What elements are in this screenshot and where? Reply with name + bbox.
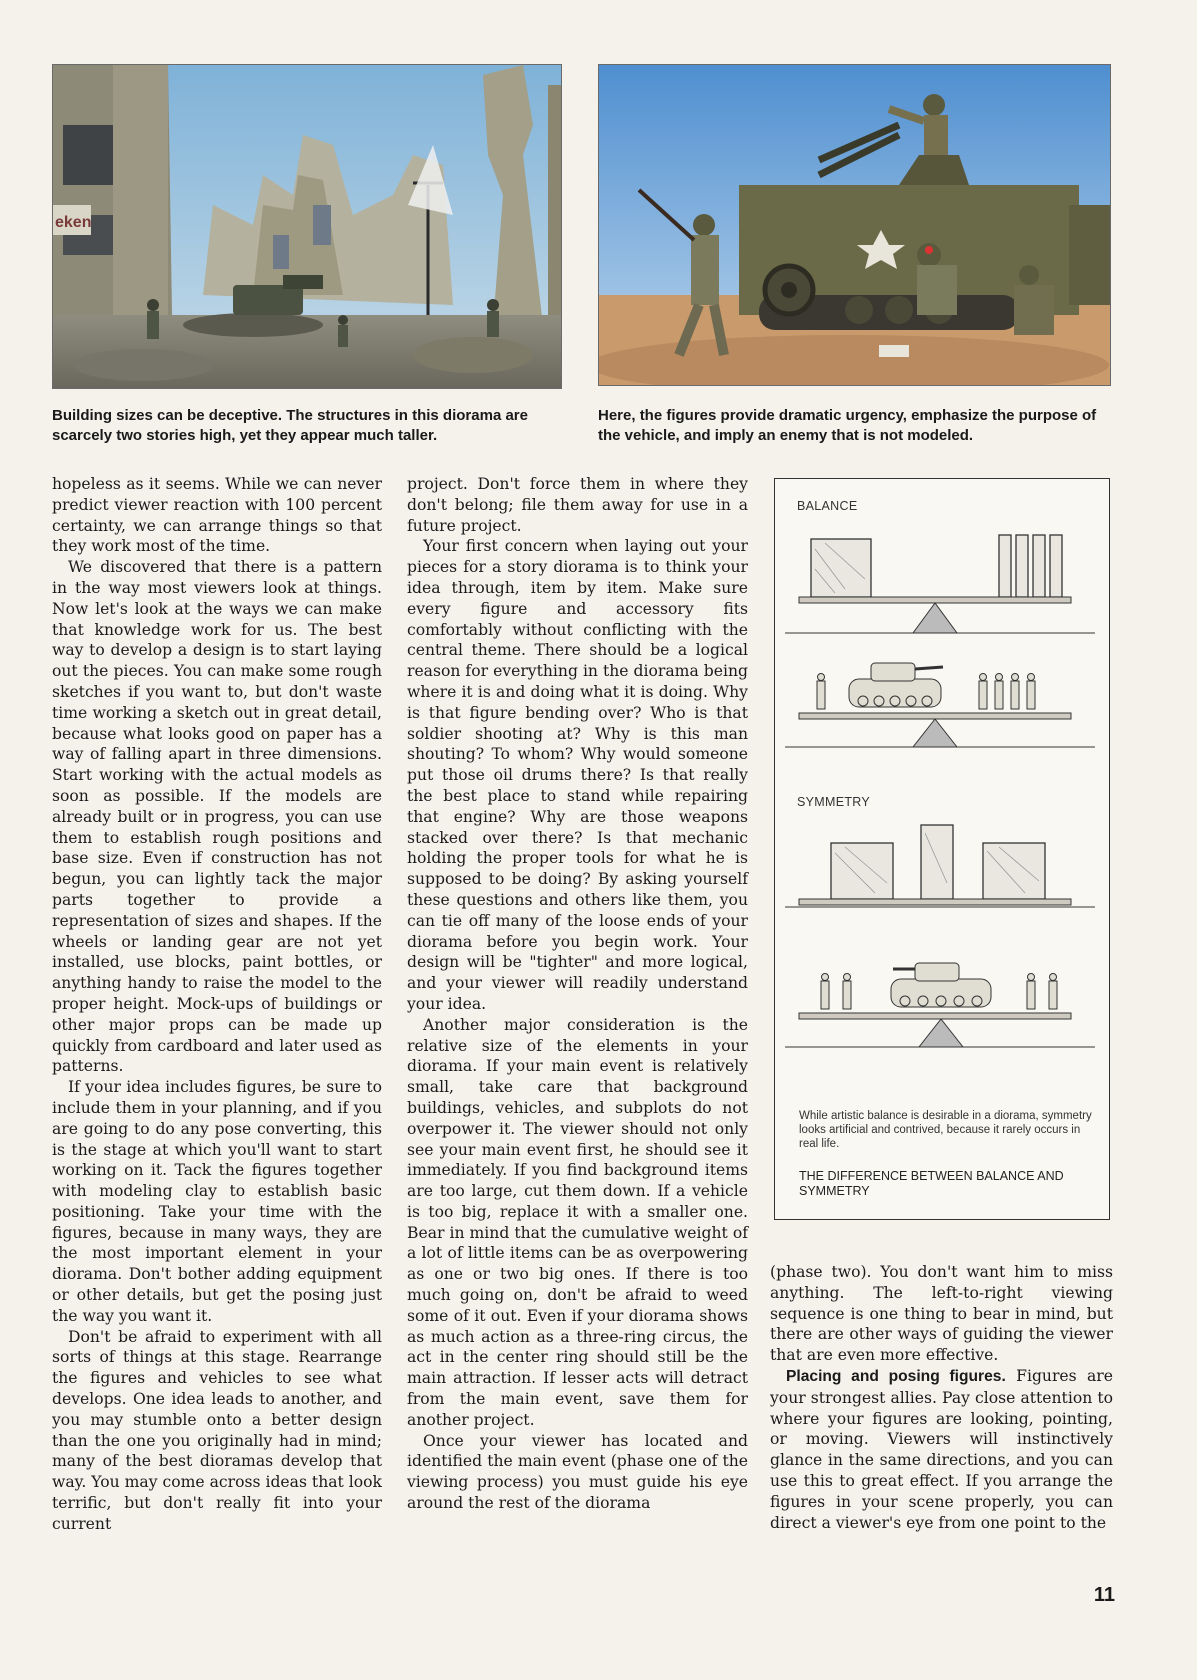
paragraph: hopeless as it seems. While we can never predict viewer reaction with 100 percent certainty, we can arrange things so that they work most of the time. — [52, 475, 382, 556]
paragraph: Your first concern when laying out your pieces for a story diorama is to think your idea through, item by item. Make sure every figure and accessory fits comfortably without conflicting with the central theme. There should be a logical reason for everything in the diorama being where it is and doing what it is doing. Why is that figure bending over? Who is that soldier shooting at? Why is this man shouting? To whom? Why would someone put those oil drums there? Is that really the best place to stand while repairing that engine? Why are those weapons stacked over there? Is that mechanic holding the proper tools for what he is supposed to be doing? By asking yourself these questions and others like them, you can tie off many of the loose ends of your diorama before you begin work. Your design will be "tighter" and more logical, and your viewer will readily understand your idea. — [407, 537, 748, 1013]
symmetry-label: SYMMETRY — [797, 795, 871, 809]
paragraph: Don't be afraid to experiment with all sorts of things at this stage. Rearrange the figures and vehicles to see what develops. One idea leads to another, and you may stumble onto a better design than the one you originally had in mind; many of the best dioramas develop that way. You may come across ideas that look terrific, but don't really fit into your current — [52, 1327, 382, 1533]
balance-symmetry-illustration — [774, 478, 1110, 1220]
balance-blocks-diagram — [775, 529, 1109, 639]
symmetry-tank-diagram — [775, 949, 1109, 1059]
balance-tank-diagram — [775, 649, 1109, 759]
paragraph-body: Figures are your strongest allies. Pay close attention to where your figures are looking, pointing, or moving. Viewers will instinctively glance in the same directions, and you can use this to great effect. If you arrange the figures in your scene properly, you can direct a viewer's eye from one point to the — [770, 1366, 1113, 1532]
paragraph: If your idea includes figures, be sure to include them in your planning, and if you are going to do any pose converting, this is the stage at which you'll want to start working on it. Tack the figures together with modeling clay to establish basic positioning. Take your time with the figures, because in many ways, they are the most important element in your diorama. Don't bother adding equipment or other details, but get the posing just the way you want it. — [52, 1078, 382, 1325]
balance-label: BALANCE — [797, 499, 858, 513]
page-number: 11 — [1093, 1584, 1115, 1606]
paragraph: Once your viewer has located and identified the main event (phase one of the viewing process) you must guide his eye around the rest of the diorama — [407, 1431, 748, 1513]
paragraph — [770, 1366, 1113, 1533]
paragraph: Another major consideration is the relative size of the elements in your diorama. If your main event is relatively small, take care that background buildings, vehicles, and subplots do not overpower it. The viewer should not only see your main event first, he should see it immediately. If you find background items are too large, cut them down. If a vehicle is too big, replace it with a smaller one. Bear in mind that the cumulative weight of a lot of little items can be as overpowering as one or two big ones. If there is too much going on, don't be afraid to weed some of it out. Even if your diorama shows as much action as a three-ring circus, the act in the center ring should still be the main attraction. If lesser acts will detract from the main event, save them for another project. — [407, 1015, 748, 1429]
photo-caption-left: Building sizes can be deceptive. The structures in this diorama are scarcely two stories high, yet they appear much taller. — [52, 407, 528, 444]
text-column-2 — [407, 474, 748, 1514]
illustration-title: THE DIFFERENCE BETWEEN BALANCE AND SYMMETRY — [799, 1169, 1064, 1198]
halftrack-diorama-photo — [598, 64, 1111, 386]
sign-text: eken — [55, 214, 92, 231]
paragraph: project. Don't force them in where they don't belong; file them away for use in a future project. — [407, 475, 748, 535]
illustration-caption: While artistic balance is desirable in a diorama, symmetry looks artificial and contrived, because it rarely occurs in real life. — [799, 1110, 1092, 1150]
paragraph: We discovered that there is a pattern in the way most viewers look at things. Now let's look at the ways we can make that knowledge work for us. The best way to develop a design is to start laying out the pieces. You can make some rough sketches if you want to, but don't waste time working a sketch out in great detail, because what looks good on paper has a way of falling apart in three dimensions. Start working with the actual models as soon as possible. If the models are already built or in progress, you can use them to establish rough positions and base size. Even if construction has not begun, you can lightly tack the major parts together to provide a representation of sizes and shapes. If the wheels or landing gear are not yet installed, use blocks, paint bottles, or anything handy to raise the model to the proper height. Mock-ups of buildings or other major props can be made up quickly from cardboard and later used as patterns. — [52, 558, 382, 1076]
paragraph: (phase two). You don't want him to miss anything. The left-to-right viewing sequence is one thing to bear in mind, but there are other ways of guiding the viewer that are even more effective. — [770, 1263, 1113, 1365]
text-column-1 — [52, 474, 382, 1535]
photo-caption-right: Here, the figures provide dramatic urgency, emphasize the purpose of the vehicle, and imply an enemy that is not modeled. — [598, 407, 1097, 444]
symmetry-blocks-diagram — [775, 823, 1109, 933]
text-column-3 — [770, 1262, 1113, 1533]
run-in-heading: Placing and posing figures. — [786, 1367, 1006, 1385]
ruined-buildings-photo — [52, 64, 562, 389]
